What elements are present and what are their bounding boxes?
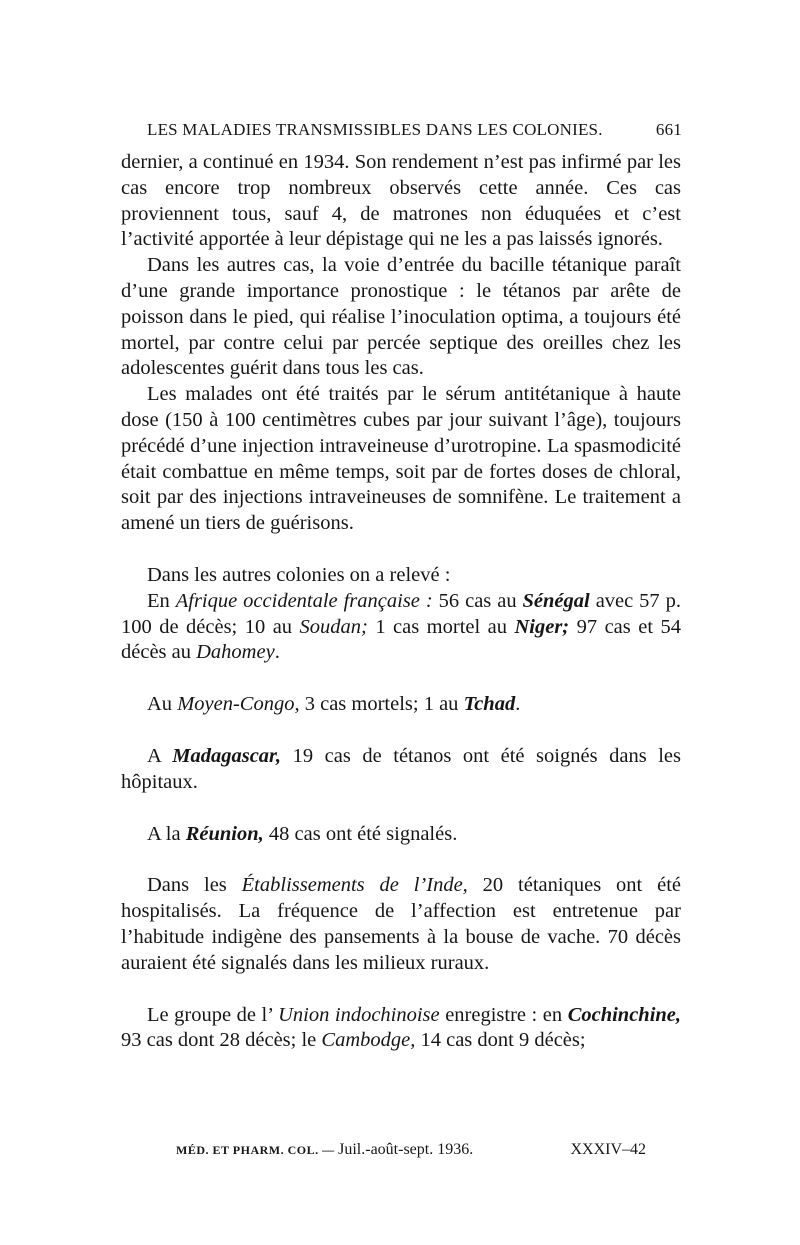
paragraph-6: Au Moyen-Congo, 3 cas mortels; 1 au Tchad. (147, 693, 521, 716)
paragraph-7: A Madagascar, 19 cas de tétanos ont été soignés dans les hôpitaux. (121, 744, 682, 793)
running-header (147, 120, 682, 140)
footer-journal: MÉD. ET PHARM. COL. — (176, 1143, 339, 1157)
body-text (121, 150, 681, 1054)
footer-signature: XXXIV–42 (570, 1141, 646, 1158)
paragraph-4: Dans les autres colonies on a relevé : (147, 563, 451, 586)
paragraph-2: Dans les autres cas, la voie d’entrée du bacille tétanique paraît d’une grande importance pronostique : le tétanos par arête de poisson dans le pied, qui réalise l’inoculation optima, a toujours été mortel, par contre celui par percée septique des oreilles chez les adolescentes guérit dans tous les cas. (121, 254, 681, 380)
paragraph-9: Dans les Établissements de l’Inde, 20 tétaniques ont été hospitalisés. La fréquence de l’affection est entretenue par l’habitude indigène des pansements à la bouse de vache. 70 décès auraient été signalés dans les milieux ruraux. (121, 874, 681, 974)
paragraph-8: A la Réunion, 48 cas ont été signalés. (147, 822, 458, 845)
paragraph-3: Les malades ont été traités par le sérum antitétanique à haute dose (150 à 100 centimètres cubes par jour suivant l’âge), toujours précédé d’une injection intraveineuse d’urotropine. La spasmodicité était combattue en même temps, soit par de fortes doses de chloral, soit par des injections intraveineuses de somnifène. Le traitement a amené un tiers de guérisons. (121, 383, 681, 535)
paragraph-1: dernier, a continué en 1934. Son rendement n’est pas infirmé par les cas encore trop nombreux observés cette année. Ces cas proviennent tous, sauf 4, de matrones non éduquées et c’est l’activité apportée à leur dépistage qui ne les a pas laissés ignorés. (121, 151, 681, 251)
paragraph-10: Le groupe de l’ Union indochinoise enregistre : en Cochinchine, 93 cas dont 28 décès; le Cambodge, 14 cas dont 9 décès; (121, 1003, 682, 1052)
footer-date: Juil.-août-sept. 1936. (338, 1141, 474, 1158)
page-footer (176, 1141, 646, 1159)
page-number: 661 (655, 120, 682, 139)
paragraph-5: En Afrique occidentale française : 56 cas au Sénégal avec 57 p. 100 de décès; 10 au Soudan; 1 cas mortel au Niger; 97 cas et 54 décès au Dahomey. (121, 589, 682, 664)
header-title: LES MALADIES TRANSMISSIBLES DANS LES COLONIES. (147, 120, 603, 139)
